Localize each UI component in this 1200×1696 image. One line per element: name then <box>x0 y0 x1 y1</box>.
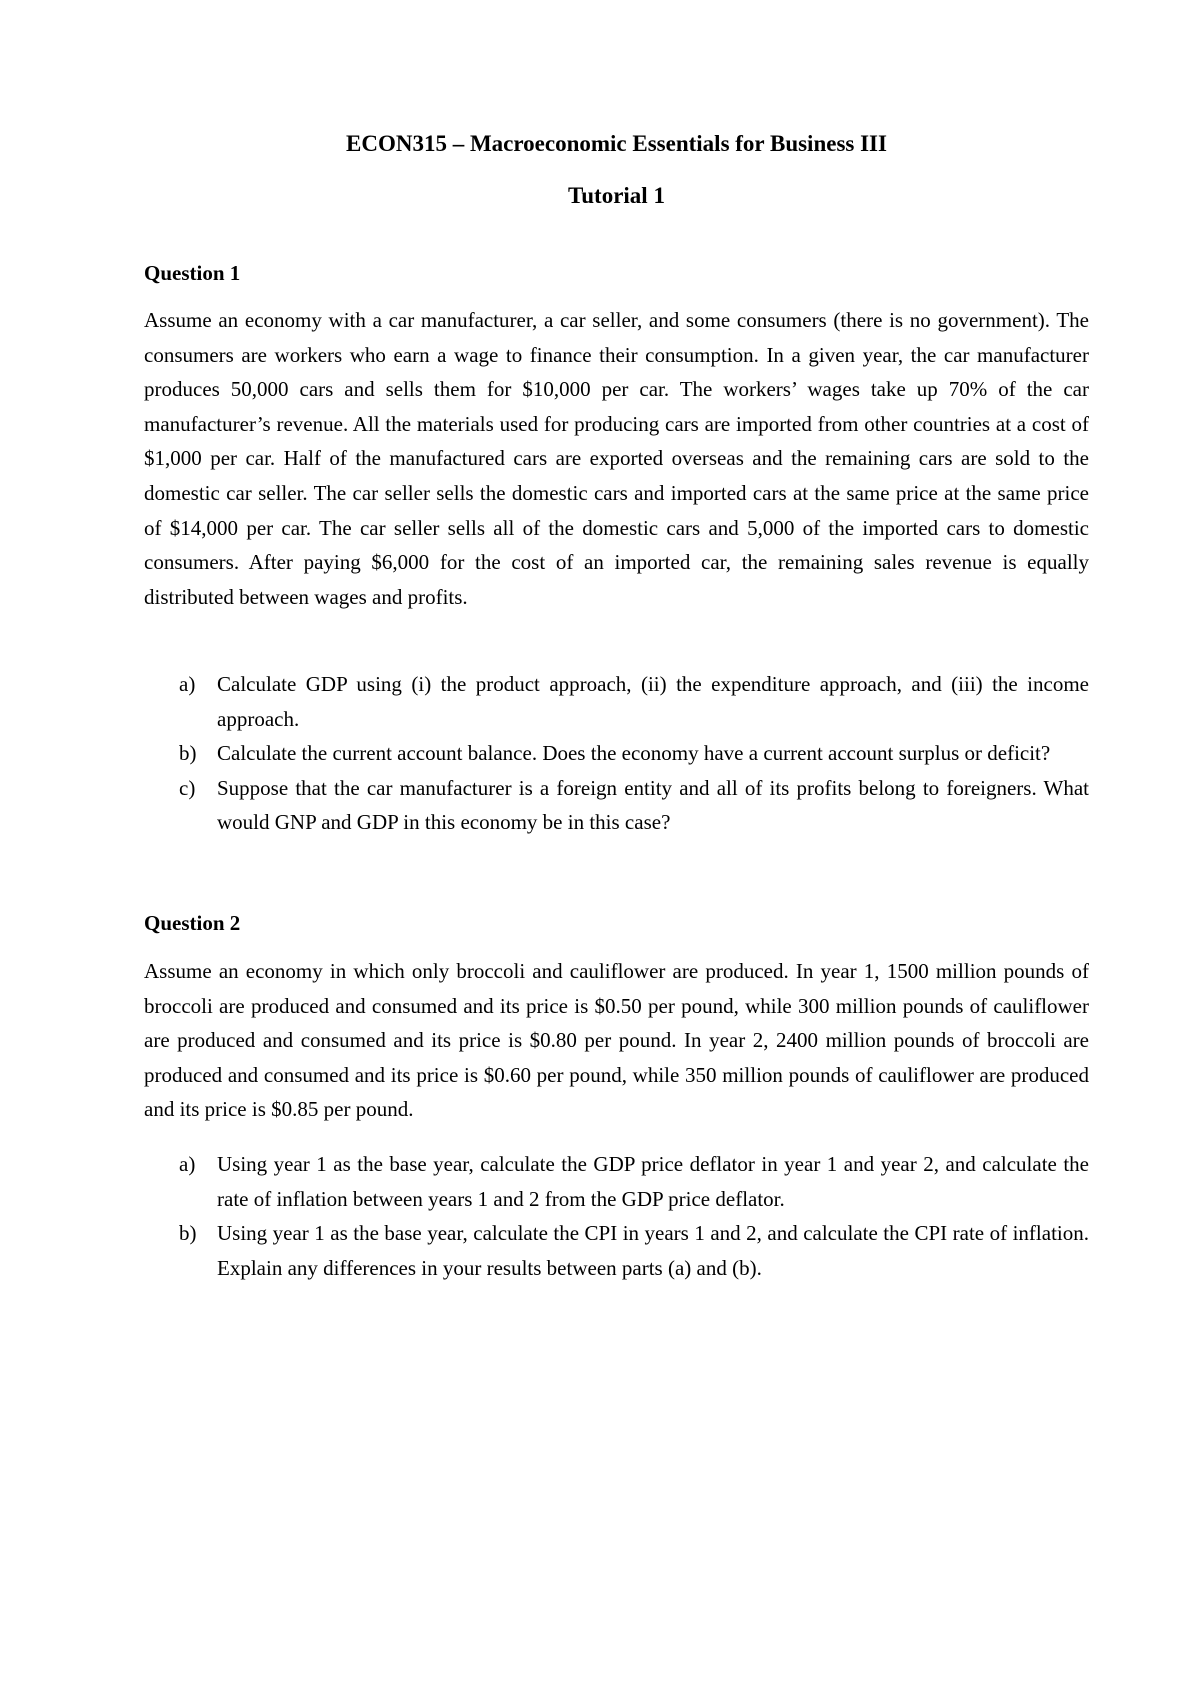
question-1-body: Assume an economy with a car manufacturer, a car seller, and some consumers (there is no government). The consumers are workers who earn a wage to finance their consumption. In a given year, the car manufacturer produces 50,000 cars and sells them for $10,000 per car. The workers’ wages take up 70% of the car manufacturer’s revenue. All the materials used for producing cars are imported from other countries at a cost of $1,000 per car. Half of the manufactured cars are exported overseas and the remaining cars are sold to the domestic car seller. The car seller sells the domestic cars and imported cars at the same price at the same price of $14,000 per car. The car seller sells all of the domestic cars and 5,000 of the imported cars to domestic consumers. After paying $6,000 for the cost of an imported car, the remaining sales revenue is equally distributed between wages and profits. <box>144 308 1089 609</box>
question-1-part-a <box>179 667 1089 736</box>
part-text: Suppose that the car manufacturer is a foreign entity and all of its profits belong to foreigners. What would GNP and GDP in this economy be in this case? <box>217 775 1089 835</box>
part-text: Calculate the current account balance. Does the economy have a current account surplus or deficit? <box>217 741 1051 766</box>
course-title: ECON315 – Macroeconomic Essentials for Business III <box>346 131 887 156</box>
question-1-parts <box>179 667 1089 840</box>
part-marker: a) <box>179 672 196 696</box>
part-marker: b) <box>179 741 197 766</box>
question-2-part-b <box>179 1216 1089 1285</box>
question-2-part-a <box>179 1147 1089 1216</box>
part-marker: c) <box>179 775 196 800</box>
part-marker: a) <box>179 1152 196 1176</box>
tutorial-title: Tutorial 1 <box>568 183 665 208</box>
part-marker: b) <box>179 1221 197 1246</box>
question-1-part-b <box>179 736 1089 771</box>
question-1-part-c <box>179 771 1089 840</box>
question-2-body: Assume an economy in which only broccoli and cauliflower are produced. In year 1, 1500 million pounds of broccoli are produced and consumed and its price is $0.50 per pound, while 300 million pounds of cauliflower are produced and consumed and its price is $0.80 per pound. In year 2, 2400 million pounds of broccoli are produced and consumed and its price is $0.60 per pound, while 350 million pounds of cauliflower are produced and its price is $0.85 per pound. <box>144 959 1089 1122</box>
part-text: Using year 1 as the base year, calculate the CPI in years 1 and 2, and calculate the CPI rate of inflation. Explain any differences in your results between parts (a) and (b). <box>217 1221 1089 1280</box>
part-text: Using year 1 as the base year, calculate the GDP price deflator in year 1 and year 2, and calculate the rate of inflation between years 1 and 2 from the GDP price deflator. <box>217 1152 1089 1211</box>
question-2-parts <box>179 1147 1089 1285</box>
part-text: Calculate GDP using (i) the product approach, (ii) the expenditure approach, and (iii) the income approach. <box>217 672 1089 731</box>
question-2-heading: Question 2 <box>144 911 241 935</box>
question-1-heading: Question 1 <box>144 261 241 285</box>
